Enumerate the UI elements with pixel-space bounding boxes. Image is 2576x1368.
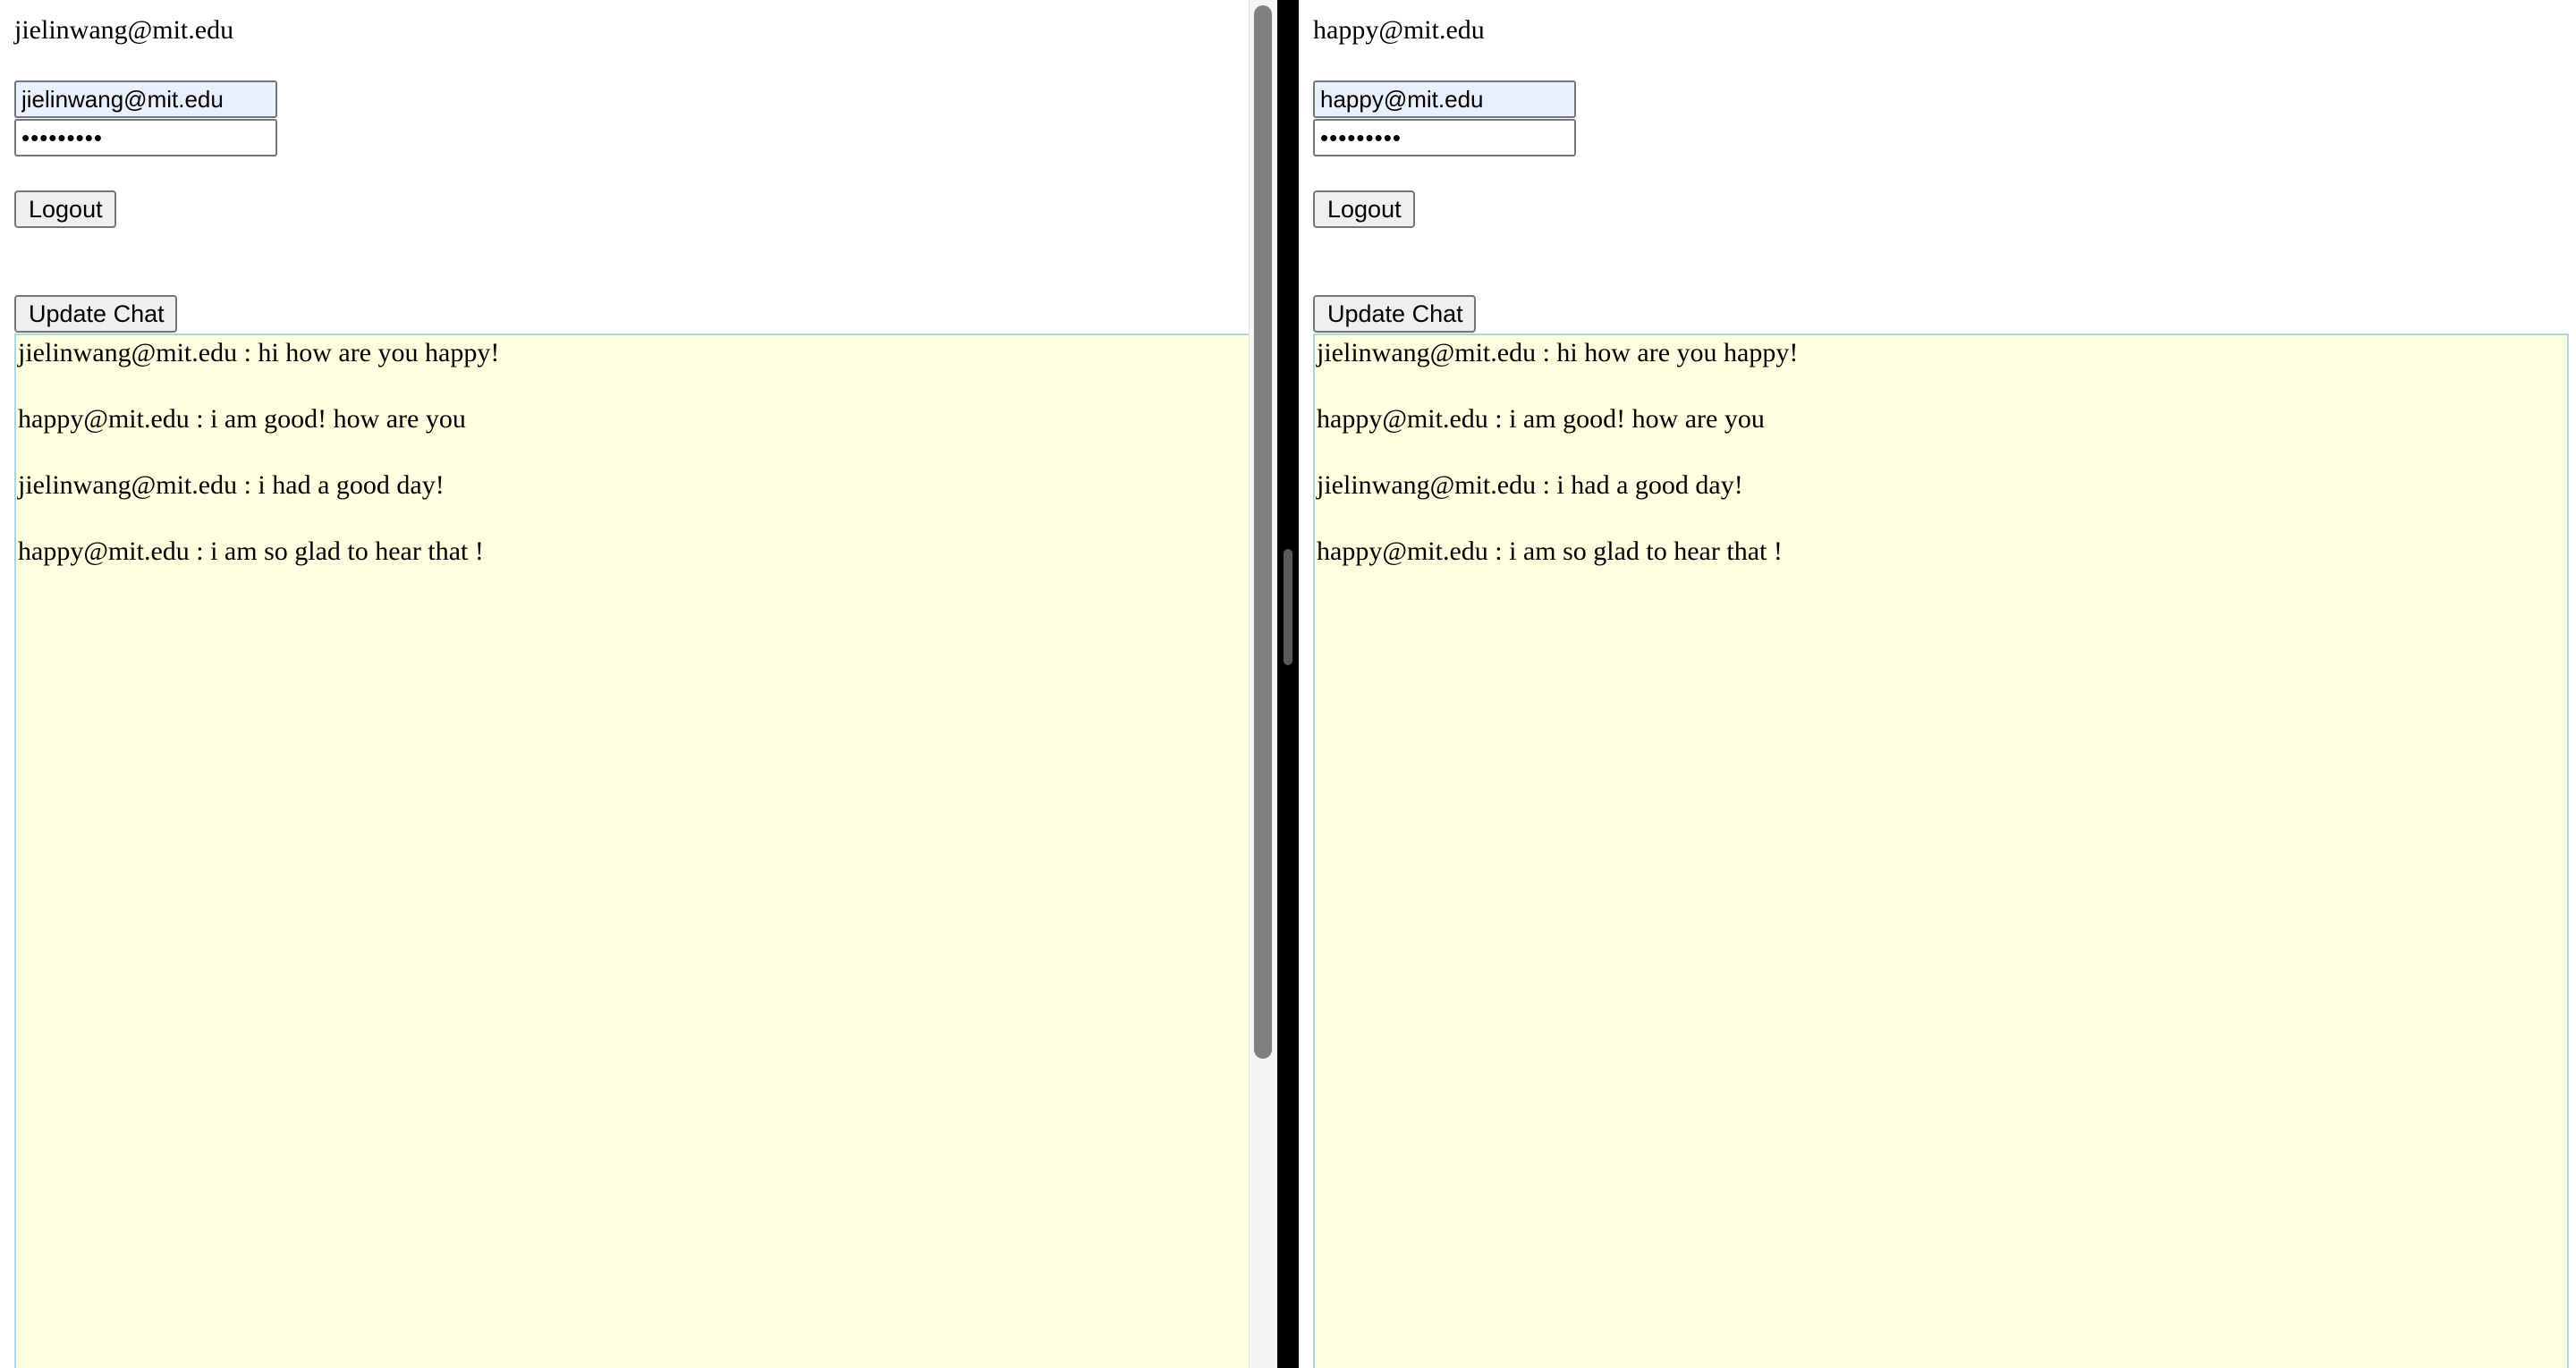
chat-message: happy@mit.edu : i am good! how are you <box>18 404 466 434</box>
chat-log <box>14 334 1249 1368</box>
split-divider[interactable] <box>1277 0 1299 1368</box>
chat-message: jielinwang@mit.edu : hi how are you happy! <box>1317 338 1799 367</box>
logged-in-user-heading: jielinwang@mit.edu <box>14 15 234 45</box>
email-field[interactable] <box>1313 80 1576 118</box>
left-pane-scrollbar[interactable] <box>1249 0 1277 1368</box>
chat-message: happy@mit.edu : i am good! how are you <box>1317 404 1765 434</box>
logout-button[interactable]: Logout <box>1313 190 1415 228</box>
left-browser-pane <box>0 0 1249 1368</box>
chat-message: jielinwang@mit.edu : i had a good day! <box>1317 470 1743 500</box>
right-browser-pane <box>1299 0 2576 1368</box>
chat-message: jielinwang@mit.edu : hi how are you happy! <box>18 338 500 367</box>
chat-message: jielinwang@mit.edu : i had a good day! <box>18 470 445 500</box>
logout-button[interactable]: Logout <box>14 190 116 228</box>
password-field[interactable] <box>1313 119 1576 156</box>
chat-message: happy@mit.edu : i am so glad to hear that ! <box>18 536 484 566</box>
scrollbar-thumb[interactable] <box>1254 5 1272 1059</box>
chat-log <box>1313 334 2569 1368</box>
password-field[interactable] <box>14 119 277 156</box>
logged-in-user-heading: happy@mit.edu <box>1313 15 1485 45</box>
email-field[interactable] <box>14 80 277 118</box>
update-chat-button[interactable]: Update Chat <box>14 295 177 333</box>
update-chat-button[interactable]: Update Chat <box>1313 295 1476 333</box>
chat-message: happy@mit.edu : i am so glad to hear that ! <box>1317 536 1783 566</box>
divider-drag-handle[interactable] <box>1284 549 1292 665</box>
